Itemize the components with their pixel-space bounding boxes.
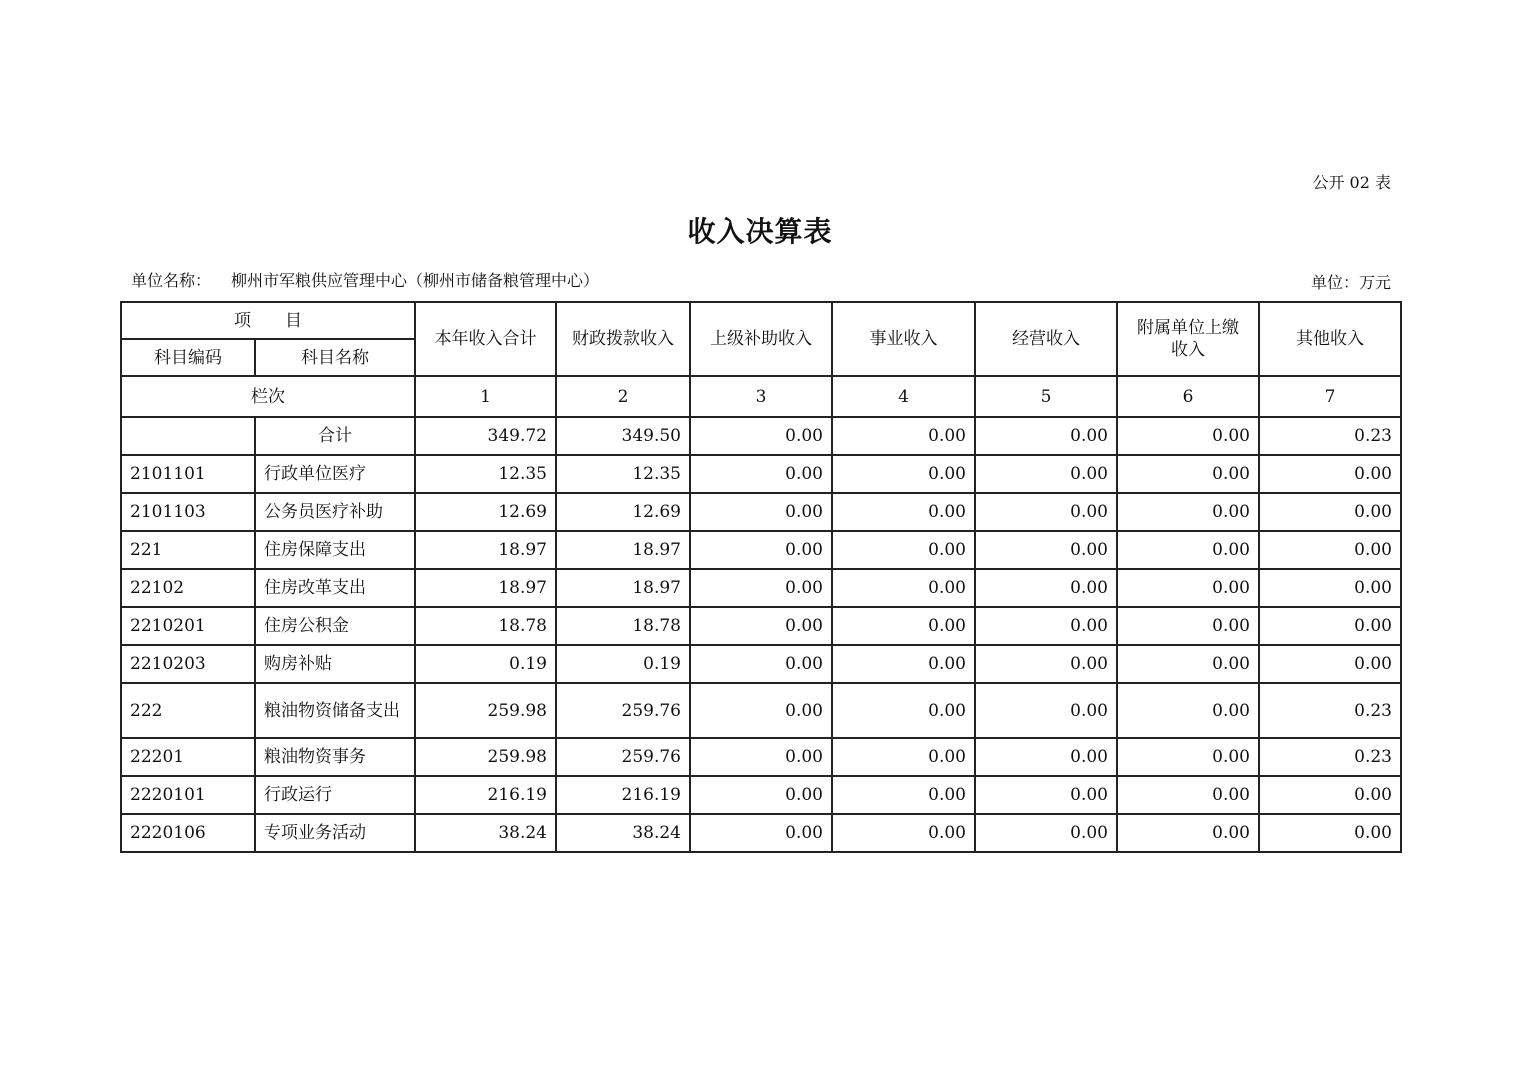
value-cell-col-6: 0.00 [1117, 645, 1259, 683]
value-cell-col-1: 18.97 [415, 531, 556, 569]
value-cell-col-7: 0.23 [1259, 738, 1401, 776]
value-cell-col-3: 0.00 [690, 493, 832, 531]
value-cell-col-7: 0.23 [1259, 683, 1401, 738]
value-cell-col-1: 259.98 [415, 738, 556, 776]
table-row [121, 455, 1401, 493]
value-cell-col-2: 259.76 [556, 683, 690, 738]
value-cell-col-5: 0.00 [975, 417, 1117, 455]
unit-name-value: 柳州市军粮供应管理中心（柳州市储备粮管理中心） [231, 271, 600, 290]
value-cell-col-2: 349.50 [556, 417, 690, 455]
table-row [121, 569, 1401, 607]
value-cell-col-1: 18.97 [415, 569, 556, 607]
value-cell-col-6: 0.00 [1117, 607, 1259, 645]
value-cell-col-2: 0.19 [556, 645, 690, 683]
subject-name-cell: 住房保障支出 [255, 531, 415, 569]
value-cell-col-4: 0.00 [832, 738, 975, 776]
value-cell-col-4: 0.00 [832, 569, 975, 607]
value-cell-col-7: 0.00 [1259, 607, 1401, 645]
table-body [121, 417, 1401, 852]
col-num-7: 7 [1259, 376, 1401, 417]
value-cell-col-1: 0.19 [415, 645, 556, 683]
col-header-1: 本年收入合计 [415, 302, 556, 376]
value-cell-col-6: 0.00 [1117, 455, 1259, 493]
subject-name-cell: 合计 [255, 417, 415, 455]
subject-code-cell: 22102 [121, 569, 255, 607]
value-cell-col-3: 0.00 [690, 683, 832, 738]
value-cell-col-5: 0.00 [975, 607, 1117, 645]
subject-name-cell: 购房补贴 [255, 645, 415, 683]
subject-code-cell: 2210203 [121, 645, 255, 683]
value-cell-col-2: 216.19 [556, 776, 690, 814]
subject-code-cell: 2220106 [121, 814, 255, 852]
value-cell-col-6: 0.00 [1117, 814, 1259, 852]
subject-code-cell: 222 [121, 683, 255, 738]
value-cell-col-7: 0.00 [1259, 493, 1401, 531]
value-cell-col-4: 0.00 [832, 493, 975, 531]
value-cell-col-1: 12.35 [415, 455, 556, 493]
subject-name-cell: 行政运行 [255, 776, 415, 814]
column-index-label: 栏次 [121, 376, 415, 417]
income-statement-table [120, 301, 1402, 853]
value-cell-col-3: 0.00 [690, 645, 832, 683]
col-num-4: 4 [832, 376, 975, 417]
unit-name-line [131, 268, 599, 291]
value-cell-col-6: 0.00 [1117, 776, 1259, 814]
value-cell-col-7: 0.00 [1259, 814, 1401, 852]
table-row [121, 738, 1401, 776]
value-cell-col-5: 0.00 [975, 683, 1117, 738]
value-cell-col-7: 0.00 [1259, 531, 1401, 569]
value-cell-col-3: 0.00 [690, 776, 832, 814]
value-cell-col-3: 0.00 [690, 455, 832, 493]
value-cell-col-4: 0.00 [832, 455, 975, 493]
col-num-5: 5 [975, 376, 1117, 417]
column-index-row [121, 376, 1401, 417]
value-cell-col-6: 0.00 [1117, 417, 1259, 455]
col-num-3: 3 [690, 376, 832, 417]
subject-code-cell [121, 417, 255, 455]
value-cell-col-1: 349.72 [415, 417, 556, 455]
form-number: 公开 02 表 [1312, 173, 1391, 192]
subject-name-cell: 行政单位医疗 [255, 455, 415, 493]
col-header-2: 财政拨款收入 [556, 302, 690, 376]
col-num-1: 1 [415, 376, 556, 417]
value-cell-col-5: 0.00 [975, 531, 1117, 569]
value-cell-col-2: 12.69 [556, 493, 690, 531]
value-cell-col-2: 18.97 [556, 531, 690, 569]
value-cell-col-3: 0.00 [690, 814, 832, 852]
value-cell-col-5: 0.00 [975, 814, 1117, 852]
subject-code-cell: 2101101 [121, 455, 255, 493]
value-cell-col-7: 0.00 [1259, 645, 1401, 683]
col-num-2: 2 [556, 376, 690, 417]
value-cell-col-2: 18.97 [556, 569, 690, 607]
code-header: 科目编码 [121, 339, 255, 376]
table-row [121, 531, 1401, 569]
value-cell-col-3: 0.00 [690, 738, 832, 776]
value-cell-col-7: 0.00 [1259, 569, 1401, 607]
money-unit: 单位：万元 [1310, 273, 1391, 292]
unit-name-label: 单位名称： [131, 271, 212, 290]
value-cell-col-3: 0.00 [690, 569, 832, 607]
value-cell-col-2: 38.24 [556, 814, 690, 852]
value-cell-col-5: 0.00 [975, 569, 1117, 607]
subject-name-cell: 粮油物资事务 [255, 738, 415, 776]
subject-code-cell: 2210201 [121, 607, 255, 645]
table-row [121, 607, 1401, 645]
value-cell-col-1: 259.98 [415, 683, 556, 738]
subject-name-cell: 住房公积金 [255, 607, 415, 645]
value-cell-col-7: 0.00 [1259, 455, 1401, 493]
col-header-5: 经营收入 [975, 302, 1117, 376]
value-cell-col-5: 0.00 [975, 455, 1117, 493]
subject-name-cell: 专项业务活动 [255, 814, 415, 852]
table-row [121, 645, 1401, 683]
table-row [121, 776, 1401, 814]
value-cell-col-3: 0.00 [690, 417, 832, 455]
value-cell-col-4: 0.00 [832, 776, 975, 814]
value-cell-col-7: 0.00 [1259, 776, 1401, 814]
header-row-1 [121, 302, 1401, 339]
table-row [121, 417, 1401, 455]
project-header: 项 目 [121, 302, 415, 339]
col-header-4: 事业收入 [832, 302, 975, 376]
value-cell-col-1: 18.78 [415, 607, 556, 645]
table-row [121, 683, 1401, 738]
value-cell-col-4: 0.00 [832, 683, 975, 738]
value-cell-col-4: 0.00 [832, 531, 975, 569]
value-cell-col-2: 18.78 [556, 607, 690, 645]
value-cell-col-7: 0.23 [1259, 417, 1401, 455]
value-cell-col-6: 0.00 [1117, 493, 1259, 531]
table-row [121, 814, 1401, 852]
value-cell-col-1: 12.69 [415, 493, 556, 531]
value-cell-col-6: 0.00 [1117, 531, 1259, 569]
document-title: 收入决算表 [687, 215, 833, 248]
value-cell-col-5: 0.00 [975, 645, 1117, 683]
subject-name-cell: 公务员医疗补助 [255, 493, 415, 531]
value-cell-col-4: 0.00 [832, 417, 975, 455]
table-row [121, 493, 1401, 531]
value-cell-col-1: 38.24 [415, 814, 556, 852]
value-cell-col-6: 0.00 [1117, 738, 1259, 776]
value-cell-col-5: 0.00 [975, 493, 1117, 531]
value-cell-col-4: 0.00 [832, 607, 975, 645]
subject-name-cell: 粮油物资储备支出 [255, 683, 415, 738]
value-cell-col-4: 0.00 [832, 814, 975, 852]
col-header-6: 附属单位上缴收入 [1117, 302, 1259, 376]
value-cell-col-1: 216.19 [415, 776, 556, 814]
value-cell-col-5: 0.00 [975, 738, 1117, 776]
value-cell-col-2: 12.35 [556, 455, 690, 493]
subject-code-cell: 2220101 [121, 776, 255, 814]
subject-name-cell: 住房改革支出 [255, 569, 415, 607]
col-header-7: 其他收入 [1259, 302, 1401, 376]
col-header-3: 上级补助收入 [690, 302, 832, 376]
value-cell-col-6: 0.00 [1117, 569, 1259, 607]
value-cell-col-4: 0.00 [832, 645, 975, 683]
name-header: 科目名称 [255, 339, 415, 376]
subject-code-cell: 221 [121, 531, 255, 569]
col-num-6: 6 [1117, 376, 1259, 417]
value-cell-col-2: 259.76 [556, 738, 690, 776]
value-cell-col-3: 0.00 [690, 607, 832, 645]
subject-code-cell: 2101103 [121, 493, 255, 531]
value-cell-col-5: 0.00 [975, 776, 1117, 814]
value-cell-col-3: 0.00 [690, 531, 832, 569]
value-cell-col-6: 0.00 [1117, 683, 1259, 738]
subject-code-cell: 22201 [121, 738, 255, 776]
